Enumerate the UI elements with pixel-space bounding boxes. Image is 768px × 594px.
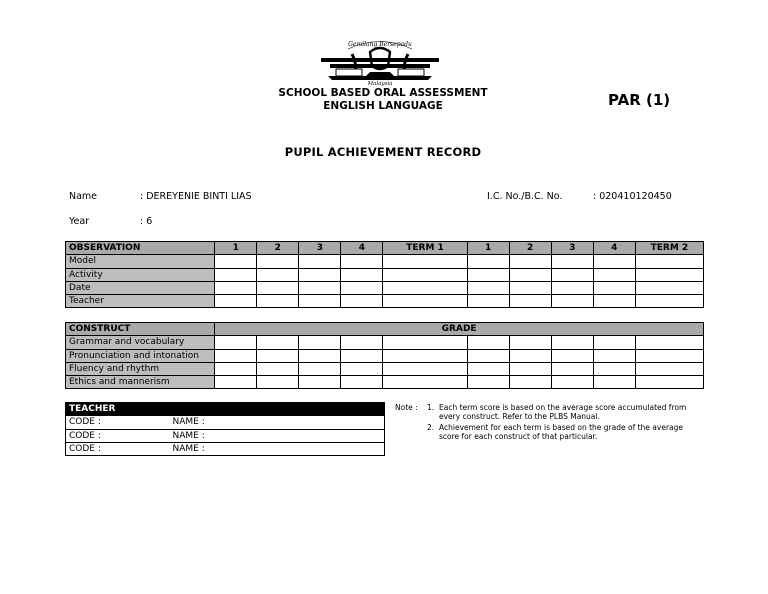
form-code: PAR (1) [608,91,671,109]
observation-header-cell: 3 [299,242,341,255]
observation-entry-cell[interactable] [551,268,593,281]
name-label: Name [69,191,98,202]
observation-row [66,268,704,281]
observation-entry-cell[interactable] [257,281,299,294]
grade-entry-cell[interactable] [467,376,509,389]
grade-entry-cell[interactable] [215,376,257,389]
note-item-text: Achievement for each term is based on the grade of the average score for each construct of that particular. [439,423,684,442]
observation-entry-cell[interactable] [383,281,467,294]
observation-entry-cell[interactable] [257,255,299,268]
grade-entry-cell[interactable] [593,376,635,389]
grade-entry-cell[interactable] [593,336,635,349]
construct-table [65,322,704,389]
grade-entry-cell[interactable] [341,336,383,349]
teacher-name-label: NAME : [170,416,385,429]
construct-row-label: Pronunciation and intonation [66,349,215,362]
grade-entry-cell[interactable] [593,349,635,362]
note-item-number: 1. [427,403,435,412]
grade-entry-cell[interactable] [341,349,383,362]
observation-entry-cell[interactable] [593,281,635,294]
grade-entry-cell[interactable] [383,336,467,349]
observation-entry-cell[interactable] [467,295,509,308]
ic-value: : 020410120450 [593,191,672,202]
construct-row [66,349,704,362]
observation-entry-cell[interactable] [341,281,383,294]
grade-entry-cell[interactable] [551,362,593,375]
construct-row [66,376,704,389]
teacher-row [66,442,385,455]
teacher-name-label: NAME : [170,429,385,442]
construct-header-cell: CONSTRUCT [66,323,215,336]
grade-entry-cell[interactable] [467,362,509,375]
grade-entry-cell[interactable] [215,336,257,349]
observation-row [66,295,704,308]
record-title: PUPIL ACHIEVEMENT RECORD [284,145,482,159]
grade-entry-cell[interactable] [635,336,703,349]
teacher-row [66,429,385,442]
grade-entry-cell[interactable] [215,362,257,375]
observation-header-row [66,242,704,255]
note-label: Note : [395,403,418,412]
observation-entry-cell[interactable] [215,255,257,268]
grade-entry-cell[interactable] [383,376,467,389]
grade-entry-cell[interactable] [509,349,551,362]
observation-entry-cell[interactable] [257,268,299,281]
observation-header-cell: 1 [467,242,509,255]
grade-entry-cell[interactable] [551,349,593,362]
ic-label: I.C. No./B.C. No. [487,191,563,202]
construct-row-label: Fluency and rhythm [66,362,215,375]
grade-entry-cell[interactable] [383,362,467,375]
grade-entry-cell[interactable] [341,376,383,389]
observation-header-cell: OBSERVATION [66,242,215,255]
grade-entry-cell[interactable] [551,376,593,389]
year-label: Year [69,216,90,227]
observation-table [65,241,704,308]
teacher-name-label: NAME : [170,442,385,455]
observation-entry-cell[interactable] [215,295,257,308]
observation-entry-cell[interactable] [383,268,467,281]
grade-entry-cell[interactable] [551,336,593,349]
observation-row-label: Activity [66,268,215,281]
observation-entry-cell[interactable] [593,295,635,308]
construct-row-label: Grammar and vocabulary [66,336,215,349]
grade-entry-cell[interactable] [257,362,299,375]
observation-entry-cell[interactable] [551,281,593,294]
teacher-header: TEACHER [66,403,385,416]
teacher-code-label: CODE : [66,416,170,429]
observation-entry-cell[interactable] [467,255,509,268]
observation-entry-cell[interactable] [299,281,341,294]
teacher-code-label: CODE : [66,429,170,442]
grade-entry-cell[interactable] [299,362,341,375]
observation-entry-cell[interactable] [551,295,593,308]
observation-header-cell: 2 [509,242,551,255]
observation-entry-cell[interactable] [509,295,551,308]
observation-header-cell: 4 [341,242,383,255]
observation-header-cell: TERM 1 [383,242,467,255]
observation-header-cell: 1 [215,242,257,255]
observation-entry-cell[interactable] [383,255,467,268]
crest-country-text: Malaysia [367,81,393,86]
grade-entry-cell[interactable] [467,336,509,349]
grade-header-cell: GRADE [215,323,704,336]
observation-entry-cell[interactable] [593,268,635,281]
assessment-title-line2: ENGLISH LANGUAGE [323,100,443,112]
observation-row [66,255,704,268]
construct-header-row [66,323,704,336]
name-value: : DEREYENIE BINTI LIAS [140,191,252,202]
observation-row [66,281,704,294]
observation-row-label: Date [66,281,215,294]
observation-entry-cell[interactable] [215,268,257,281]
construct-row [66,362,704,375]
grade-entry-cell[interactable] [299,376,341,389]
observation-entry-cell[interactable] [341,295,383,308]
observation-entry-cell[interactable] [467,268,509,281]
observation-entry-cell[interactable] [299,295,341,308]
observation-header-cell: TERM 2 [635,242,703,255]
observation-entry-cell[interactable] [215,281,257,294]
grade-entry-cell[interactable] [257,336,299,349]
observation-entry-cell[interactable] [341,255,383,268]
crest-motto-text: Gemilang Bersepadu [348,41,412,48]
note-item-number: 2. [427,423,435,432]
observation-entry-cell[interactable] [509,255,551,268]
observation-entry-cell[interactable] [299,255,341,268]
construct-row-label: Ethics and mannerism [66,376,215,389]
assessment-title [250,87,516,113]
construct-row [66,336,704,349]
observation-entry-cell[interactable] [509,281,551,294]
observation-entry-cell[interactable] [341,268,383,281]
grade-entry-cell[interactable] [299,336,341,349]
observation-entry-cell[interactable] [635,281,703,294]
grade-entry-cell[interactable] [635,362,703,375]
assessment-title-line1: SCHOOL BASED ORAL ASSESSMENT [278,87,488,99]
observation-entry-cell[interactable] [635,295,703,308]
observation-entry-cell[interactable] [509,268,551,281]
observation-entry-cell[interactable] [383,295,467,308]
observation-entry-cell[interactable] [593,255,635,268]
observation-entry-cell[interactable] [467,281,509,294]
observation-row-label: Teacher [66,295,215,308]
grade-entry-cell[interactable] [299,349,341,362]
teacher-code-label: CODE : [66,442,170,455]
observation-entry-cell[interactable] [635,255,703,268]
observation-entry-cell[interactable] [635,268,703,281]
observation-header-cell: 2 [257,242,299,255]
grade-entry-cell[interactable] [593,362,635,375]
teacher-row [66,416,385,429]
teacher-table [65,402,385,456]
note-item-text: Each term score is based on the average score accumulated from every construct. Refer to the PLBS Manual. [439,403,687,422]
ministry-crest-logo [318,36,442,86]
grade-entry-cell[interactable] [467,349,509,362]
year-value: : 6 [140,216,153,227]
grade-entry-cell[interactable] [509,336,551,349]
observation-header-cell: 4 [593,242,635,255]
observation-header-cell: 3 [551,242,593,255]
grade-entry-cell[interactable] [215,349,257,362]
observation-entry-cell[interactable] [257,295,299,308]
grade-entry-cell[interactable] [341,362,383,375]
grade-entry-cell[interactable] [635,376,703,389]
grade-entry-cell[interactable] [635,349,703,362]
grade-entry-cell[interactable] [509,362,551,375]
grade-entry-cell[interactable] [257,349,299,362]
observation-entry-cell[interactable] [551,255,593,268]
observation-entry-cell[interactable] [299,268,341,281]
observation-row-label: Model [66,255,215,268]
grade-entry-cell[interactable] [509,376,551,389]
grade-entry-cell[interactable] [257,376,299,389]
grade-entry-cell[interactable] [383,349,467,362]
